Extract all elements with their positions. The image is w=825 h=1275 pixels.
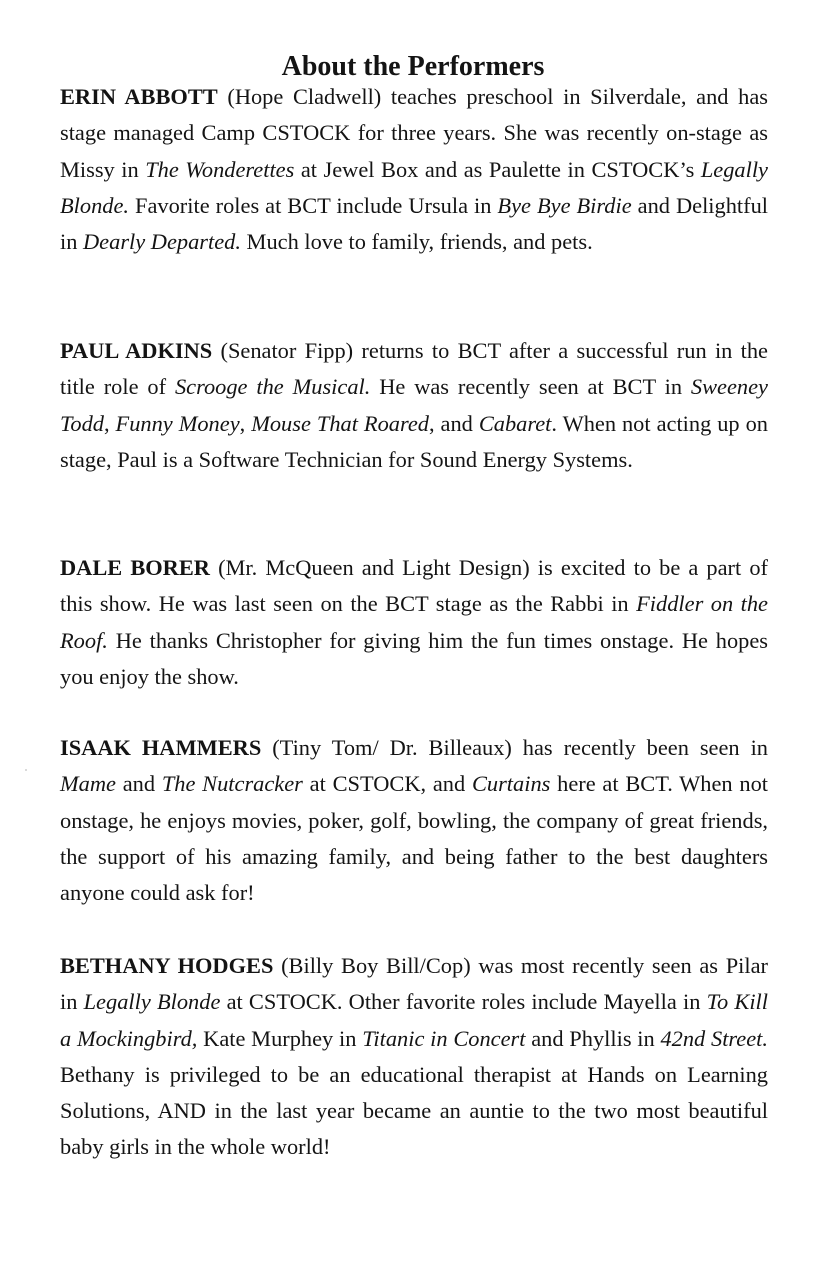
bio-text: at Jewel Box and as Paulette in CSTOCK’s: [294, 156, 701, 182]
bio-text: at CSTOCK, and: [302, 771, 472, 797]
show-title: To Kill a Mockingbird,: [60, 989, 768, 1051]
bio-text: Much love to family, friends, and pets.: [240, 229, 593, 255]
show-title: Legally Blonde: [83, 989, 221, 1015]
bio-text: (Billy Boy Bill/Cop) was most recently seen as Pilar in: [60, 953, 768, 1015]
bio-text: here at BCT. When not onstage, he enjoys movies, poker, golf, bowling, the company of great friends, the support of his amazing family, and being father to the best daughters anyone could ask for!: [60, 771, 768, 906]
show-title: The Nutcracker: [161, 771, 303, 797]
bio-isaak-hammers: [60, 730, 768, 911]
bio-text: at CSTOCK. Other favorite roles include Mayella in: [220, 989, 707, 1015]
bio-text: (Hope Cladwell) teaches preschool in Silverdale, and has stage managed Camp CSTOCK for three years. She was recently on-stage as Missy in: [60, 84, 768, 182]
show-title: Curtains: [471, 771, 551, 797]
bio-bethany-hodges: [60, 948, 768, 1166]
show-title: Titanic in Concert: [362, 1025, 526, 1051]
show-title: Funny Money: [115, 410, 240, 436]
bio-paul-adkins: [60, 333, 768, 478]
bio-text: and Phyllis in: [525, 1025, 661, 1051]
show-title: Mame: [60, 771, 116, 797]
bio-dale-borer: [60, 550, 768, 695]
bio-text: Bethany is privileged to be an educational therapist at Hands on Learning Solutions, AND in the last year became an auntie to the two most beautiful baby girls in the whole world!: [60, 1061, 768, 1160]
performer-name: DALE BORER: [60, 555, 210, 580]
bio-text: He was recently seen at BCT in: [370, 374, 691, 400]
show-title: Cabaret: [478, 410, 552, 436]
bio-text: . When not acting up on stage, Paul is a Software Technician for Sound Energy Systems.: [60, 410, 768, 472]
performer-name: ERIN ABBOTT: [60, 84, 218, 109]
bio-erin-abbott: [60, 79, 768, 260]
page-title: About the Performers: [281, 51, 545, 82]
scan-speck: [25, 769, 27, 771]
show-title: Bye Bye Birdie: [497, 192, 632, 218]
bio-text: Kate Murphey in: [197, 1025, 363, 1051]
bio-text: Favorite roles at BCT include Ursula in: [129, 192, 498, 218]
bio-text: , and: [428, 410, 479, 436]
bio-text: ,: [239, 410, 252, 436]
bio-text: and: [115, 771, 162, 797]
bio-text: (Mr. McQueen and Light Design) is excited to be a part of this show. He was last seen on the BCT stage as the Rabbi in: [60, 555, 768, 617]
show-title: 42nd Street.: [660, 1025, 768, 1051]
bio-text: and Delightful in: [60, 192, 769, 255]
show-title: Dearly Departed.: [83, 229, 241, 255]
show-title: Mouse That Roared: [251, 410, 429, 436]
bio-text: (Tiny Tom/ Dr. Billeaux) has recently been seen in: [261, 735, 768, 760]
show-title: Scrooge the Musical.: [174, 374, 371, 400]
bio-text: (Senator Fipp) returns to BCT after a successful run in the title role of: [60, 338, 768, 400]
bio-text: He thanks Christopher for giving him the fun times onstage. He hopes you enjoy the show.: [60, 627, 768, 689]
performer-name: BETHANY HODGES: [60, 953, 274, 978]
performer-name: ISAAK HAMMERS: [60, 735, 262, 760]
performer-name: PAUL ADKINS: [60, 338, 213, 363]
show-title: Sweeney Todd: [60, 374, 768, 436]
show-title: Fiddler on the Roof.: [60, 591, 768, 653]
show-title: Legally Blonde.: [60, 156, 768, 218]
bio-text: ,: [103, 410, 116, 436]
show-title: The Wonderettes: [145, 156, 295, 182]
